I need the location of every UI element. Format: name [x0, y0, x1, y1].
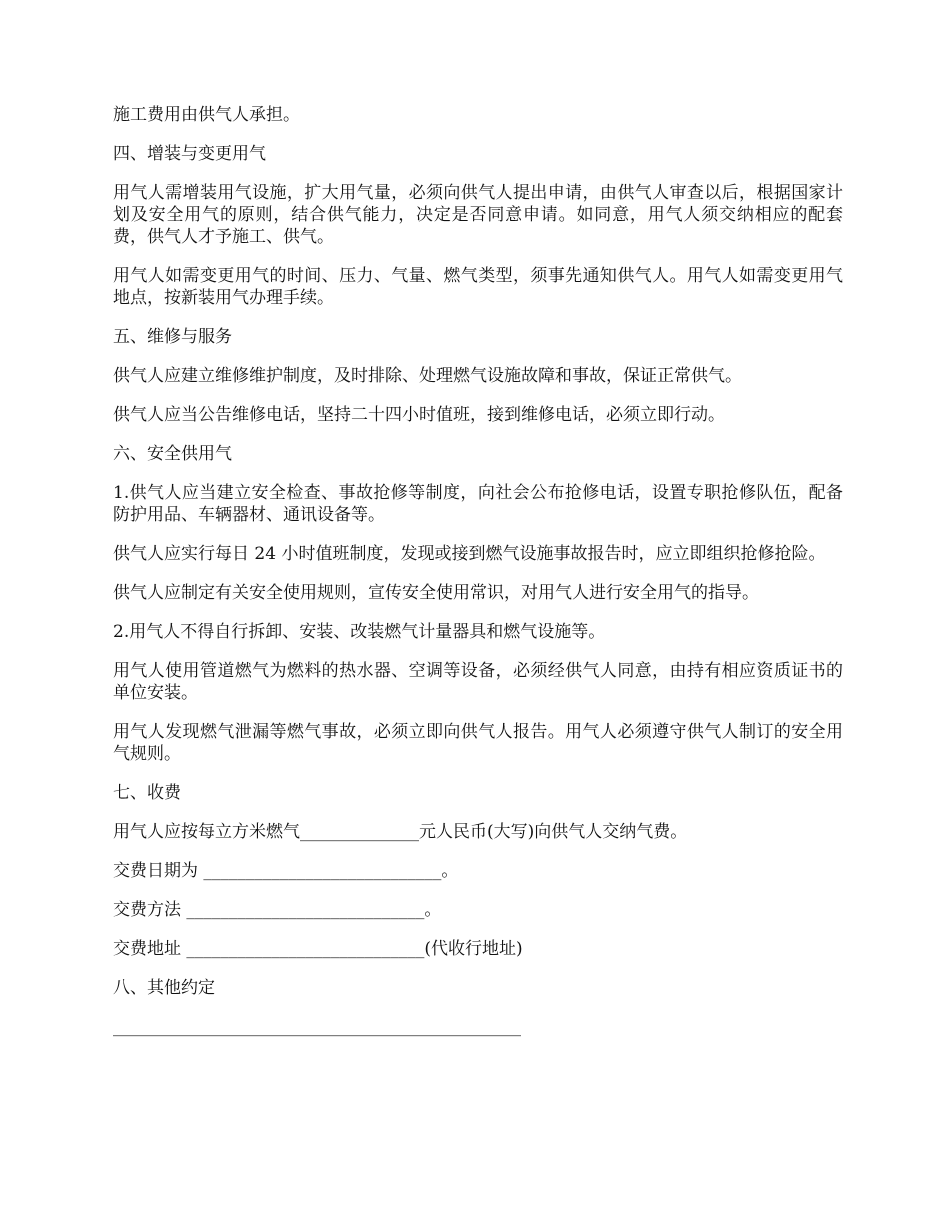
section-heading-6: 六、安全供用气	[113, 444, 232, 464]
paragraph-safety-inspection: 1.供气人应当建立安全检查、事故抢修等制度，向社会公布抢修电话，设置专职抢修队伍，配备防护用品、车辆器材、通讯设备等。	[113, 483, 843, 525]
paragraph-repair-hotline: 供气人应当公告维修电话，坚持二十四小时值班，接到维修电话，必须立即行动。	[113, 405, 725, 425]
document-page	[113, 104, 843, 1038]
section-heading-5: 五、维修与服务	[113, 327, 232, 347]
paragraph-change-usage: 用气人如需变更用气的时间、压力、气量、燃气类型，须事先通知供气人。用气人如需变更用气地点，按新装用气办理手续。	[113, 266, 843, 308]
paragraph-gas-price: 用气人应按每立方米燃气______________元人民币(大写)向供气人交纳气费。	[113, 822, 688, 842]
section-heading-7: 七、收费	[113, 783, 181, 803]
paragraph-safety-rules: 供气人应制定有关安全使用规则，宣传安全使用常识，对用气人进行安全用气的指导。	[113, 583, 759, 603]
paragraph-maintenance-system: 供气人应建立维修维护制度，及时排除、处理燃气设施故障和事故，保证正常供气。	[113, 366, 742, 386]
paragraph-payment-method: 交费方法 ____________________________。	[113, 900, 442, 920]
paragraph-leak-report: 用气人发现燃气泄漏等燃气事故，必须立即向供气人报告。用气人必须遵守供气人制订的安全用气规则。	[113, 722, 843, 764]
section-heading-8: 八、其他约定	[113, 978, 215, 998]
other-agreement-blank-line: ________________________________________________	[113, 1017, 521, 1037]
paragraph-cost-bearer: 施工费用由供气人承担。	[113, 105, 300, 125]
paragraph-payment-date: 交费日期为 ____________________________。	[113, 861, 459, 881]
paragraph-appliance-install: 用气人使用管道燃气为燃料的热水器、空调等设备，必须经供气人同意，由持有相应资质证书的单位安装。	[113, 661, 843, 703]
paragraph-payment-address: 交费地址 ____________________________(代收行地址)	[113, 939, 523, 959]
section-heading-4: 四、增装与变更用气	[113, 144, 266, 164]
paragraph-no-self-modification: 2.用气人不得自行拆卸、安装、改装燃气计量器具和燃气设施等。	[113, 622, 606, 642]
paragraph-add-equipment: 用气人需增装用气设施，扩大用气量，必须向供气人提出申请，由供气人审查以后，根据国家计划及安全用气的原则，结合供气能力，决定是否同意申请。如同意，用气人须交纳相应的配套费，供气人才予施工、供气。	[113, 183, 843, 247]
paragraph-24h-duty: 供气人应实行每日 24 小时值班制度，发现或接到燃气设施事故报告时，应立即组织抢修抢险。	[113, 544, 826, 564]
